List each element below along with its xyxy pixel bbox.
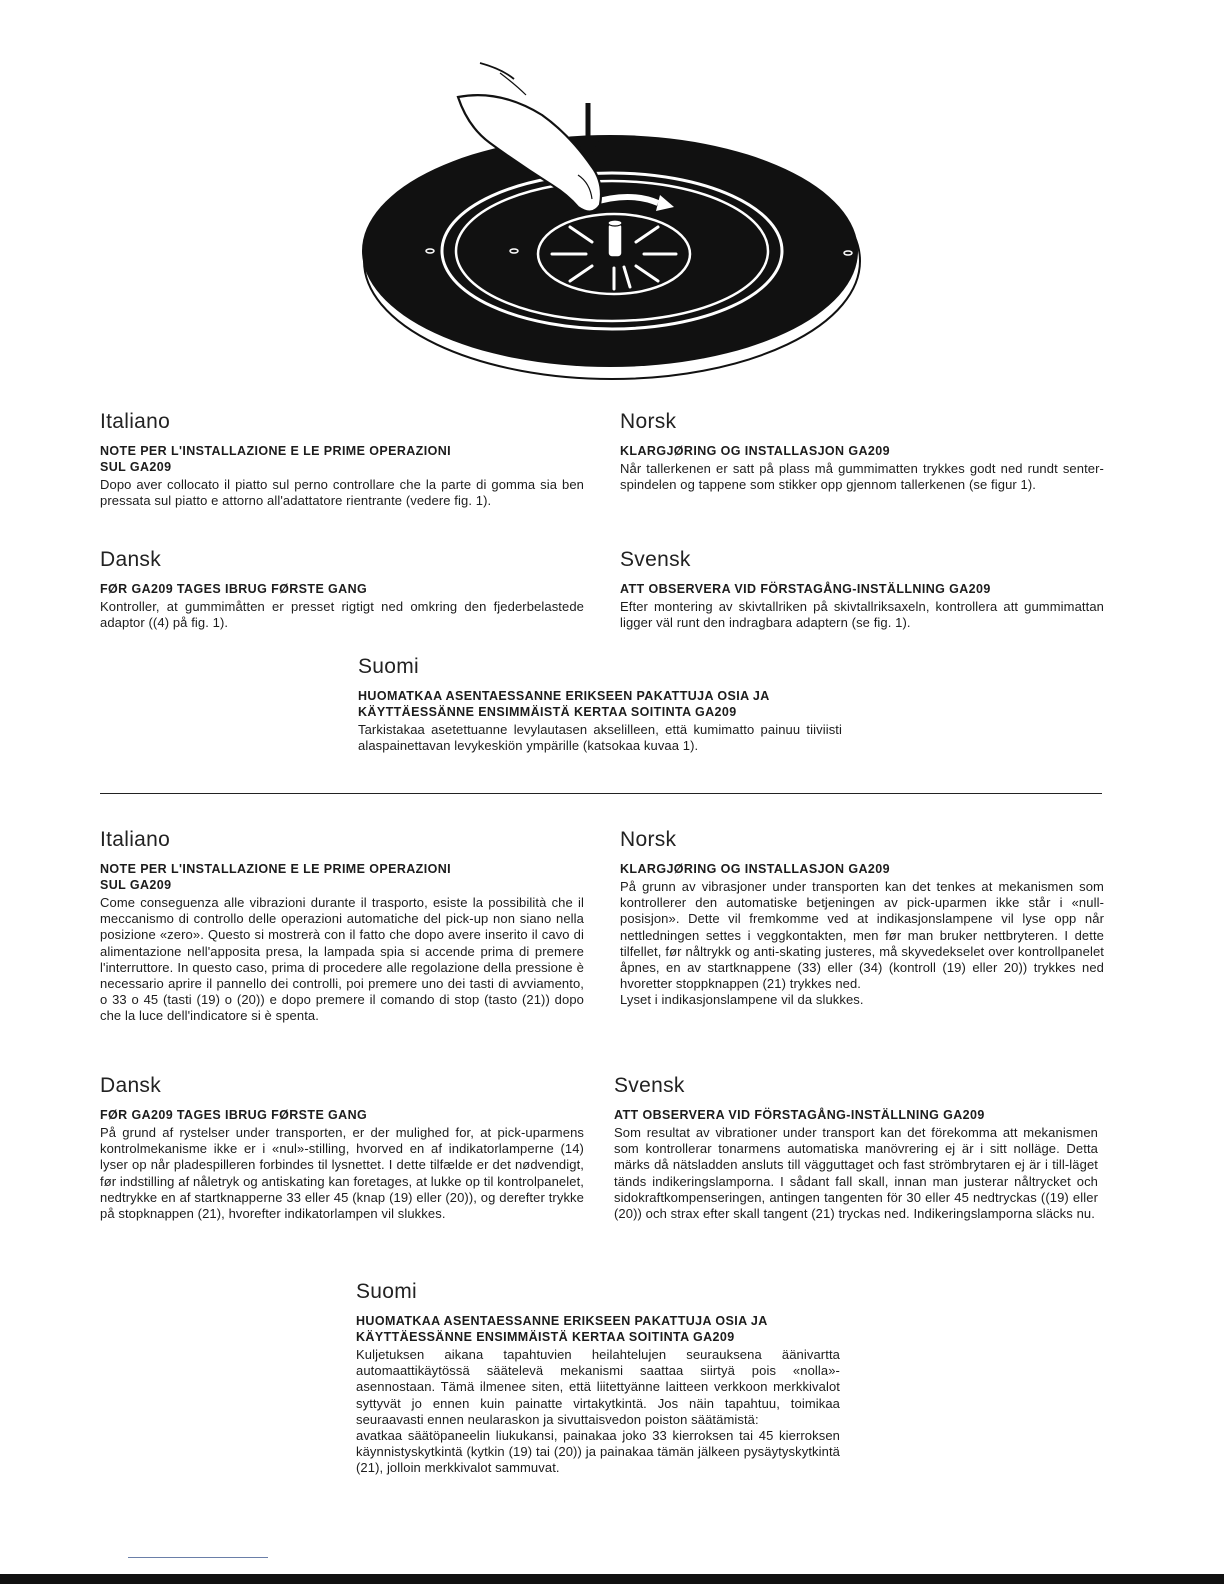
bottom-dansk — [100, 1074, 584, 1222]
lang-heading: Dansk — [100, 548, 162, 571]
footer-rule — [128, 1557, 268, 1558]
turntable-figure — [330, 55, 890, 395]
bottom-svensk — [614, 1074, 1098, 1222]
lang-heading: Norsk — [620, 410, 677, 433]
turntable-platter-icon — [330, 55, 890, 395]
section-body: Kuljetuksen aikana tapahtuvien heilahtelujen seurauksena äänivartta automaattikäytössä säätelevä mekanismi saattaa siirtyä pois «nolla»-asennostaan. Tämä ilmenee siten, että liitettyänne laitteen verkkoon merkkivalot syttyvät jo ennen kuin painatte virtakytkintä. Jos näin tapahtuu, toimikaa seuraavasti ennen neularaskon ja sivuttaisvedon poiston säätämistä: avatkaa säätöpaneelin liukukansi, painakaa joko 33 kierroksen tai 45 kierroksen käynnistyskytkintä (kytkin (19) tai (20)) ja painakaa tämän jälkeen pysäytyskytkintä (21), jolloin merkkivalot sammuvat. — [356, 1347, 840, 1476]
lang-heading: Svensk — [614, 1074, 685, 1097]
section-title: KLARGJØRING OG INSTALLASJON GA209 — [620, 444, 890, 458]
section-title: ATT OBSERVERA VID FÖRSTAGÅNG-INSTÄLLNING GA209 — [614, 1108, 985, 1122]
section-title: NOTE PER L'INSTALLAZIONE E LE PRIME OPERAZIONI SUL GA209 — [100, 444, 452, 474]
lang-heading: Dansk — [100, 1074, 162, 1097]
lang-heading: Italiano — [100, 828, 171, 851]
section-body: Når tallerkenen er satt på plass må gummimatten trykkes godt ned rundt senter-spindelen og tappene som stikker opp gjennom tallerkenen (se figur 1). — [620, 461, 1104, 493]
lang-heading: Svensk — [620, 548, 691, 571]
top-suomi — [358, 655, 842, 754]
section-title: KLARGJØRING OG INSTALLASJON GA209 — [620, 862, 890, 876]
lang-heading: Norsk — [620, 828, 677, 851]
section-body: Tarkistakaa asetettuanne levylautasen akselilleen, että kumimatto painuu tiiviisti alaspainettavan levykeskiön ympärille (katsokaa kuvaa 1). — [358, 722, 842, 754]
section-divider — [100, 793, 1102, 794]
section-body: Efter montering av skivtallriken på skivtallriksaxeln, kontrollera att gummimattan ligger väl runt den indragbara adaptern (se fig. 1). — [620, 599, 1104, 631]
section-title: HUOMATKAA ASENTAESSANNE ERIKSEEN PAKATTUJA OSIA JA KÄYTTÄESSÄNNE ENSIMMÄISTÄ KERTAA SOITINTA GA209 — [356, 1314, 768, 1344]
section-title: FØR GA209 TAGES IBRUG FØRSTE GANG — [100, 1108, 368, 1122]
section-body: Dopo aver collocato il piatto sul perno controllare che la parte di gomma sia ben pressata sul piatto e attorno all'adattatore rientrante (vedere fig. 1). — [100, 477, 584, 509]
section-body: Som resultat av vibrationer under transport kan det förekomma att mekanismen som kontrollerar tonarmens automatiska manövrering ej är i sitt nolläge. Detta märks då nätsladden ansluts till vägguttaget och fast strömbrytaren ej är i till-läget tänds indikeringslamporna. I sådant fall skall, innan man justerar nåltrycket och sidokraftkompenseringen, antingen tangenten för 30 eller 45 nedtryckas ((19) eller (20)) och strax efter skall tangent (21) tryckas ned. Indikeringslamporna släcks nu. — [614, 1125, 1098, 1222]
top-svensk — [620, 548, 1104, 631]
section-title: NOTE PER L'INSTALLAZIONE E LE PRIME OPERAZIONI SUL GA209 — [100, 862, 452, 892]
section-body: Kontroller, at gummimåtten er presset rigtigt ned omkring den fjederbelastede adaptor ((4) på fig. 1). — [100, 599, 584, 631]
lang-heading: Italiano — [100, 410, 171, 433]
bottom-italiano — [100, 828, 584, 1025]
top-italiano — [100, 410, 584, 509]
spindle — [608, 223, 622, 257]
section-title: FØR GA209 TAGES IBRUG FØRSTE GANG — [100, 582, 368, 596]
top-norsk — [620, 410, 1104, 493]
lang-heading: Suomi — [358, 655, 420, 678]
section-body: Come conseguenza alle vibrazioni durante il trasporto, esiste la possibilità che il meccanismo di controllo delle operazioni automatiche del pick-up non siano nella posizione «zero». Questo si mostrerà con il fatto che dopo avere inserito il cavo di alimentazione nell'apposita presa, la lampada spia si accende prima di premere l'interruttore. In questo caso, prima di procedere alle regolazione della pressione è necessario aprire il pannello dei controlli, poi premere uno dei tasti di avviamento, o 33 o 45 (tasti (19) o (20)) e dopo premere il comando di stop (tasto (21)) dopo che la luce dell'indicatore si è spenta. — [100, 895, 584, 1024]
section-title: HUOMATKAA ASENTAESSANNE ERIKSEEN PAKATTUJA OSIA JA KÄYTTÄESSÄNNE ENSIMMÄISTÄ KERTAA SOITINTA GA209 — [358, 689, 770, 719]
bottom-norsk — [620, 828, 1104, 1009]
scan-edge — [0, 1574, 1224, 1584]
bottom-suomi — [356, 1280, 840, 1477]
section-title: ATT OBSERVERA VID FÖRSTAGÅNG-INSTÄLLNING GA209 — [620, 582, 991, 596]
top-dansk — [100, 548, 584, 631]
lang-heading: Suomi — [356, 1280, 418, 1303]
section-body: På grunn av vibrasjoner under transporten kan det tenkes at mekanismen som kontrollerer den automatiske betjeningen av pick-uparmen ikke står i «null-posisjon». Dette vil fremkomme ved at indikasjonslampene vil lyse opp når nettledningen settes i veggkontakten, men før man bruker nettbryteren. I dette tilfellet, før nåltrykk og anti-skating justeres, må skyvedekselet over kontrollpanelet åpnes, en av startknappene (33) eller (34) (kontroll (19) eller 20)) trykkes ned hvoretter stoppknappen (21) trykkes ned. Lyset i indikasjonslampene vil da slukkes. — [620, 879, 1104, 1008]
section-body: På grund af rystelser under transporten, er der mulighed for, at pick-uparmens kontrolmekanisme ikke er i «nul»-stilling, hvorved en af indikatorlamperne (14) lyser op når pladespilleren forbindes til lysnettet. I dette tilfælde er det nødvendigt, før indstilling af nåletryk og antiskating kan foretages, at lukke op til kontrolpanelet, nedtrykke en af startknapperne 33 eller 45 (knap (19) eller (20)), og derefter trykke på stopknappen (21), hvorefter indikatorlampen vil slukkes. — [100, 1125, 584, 1222]
